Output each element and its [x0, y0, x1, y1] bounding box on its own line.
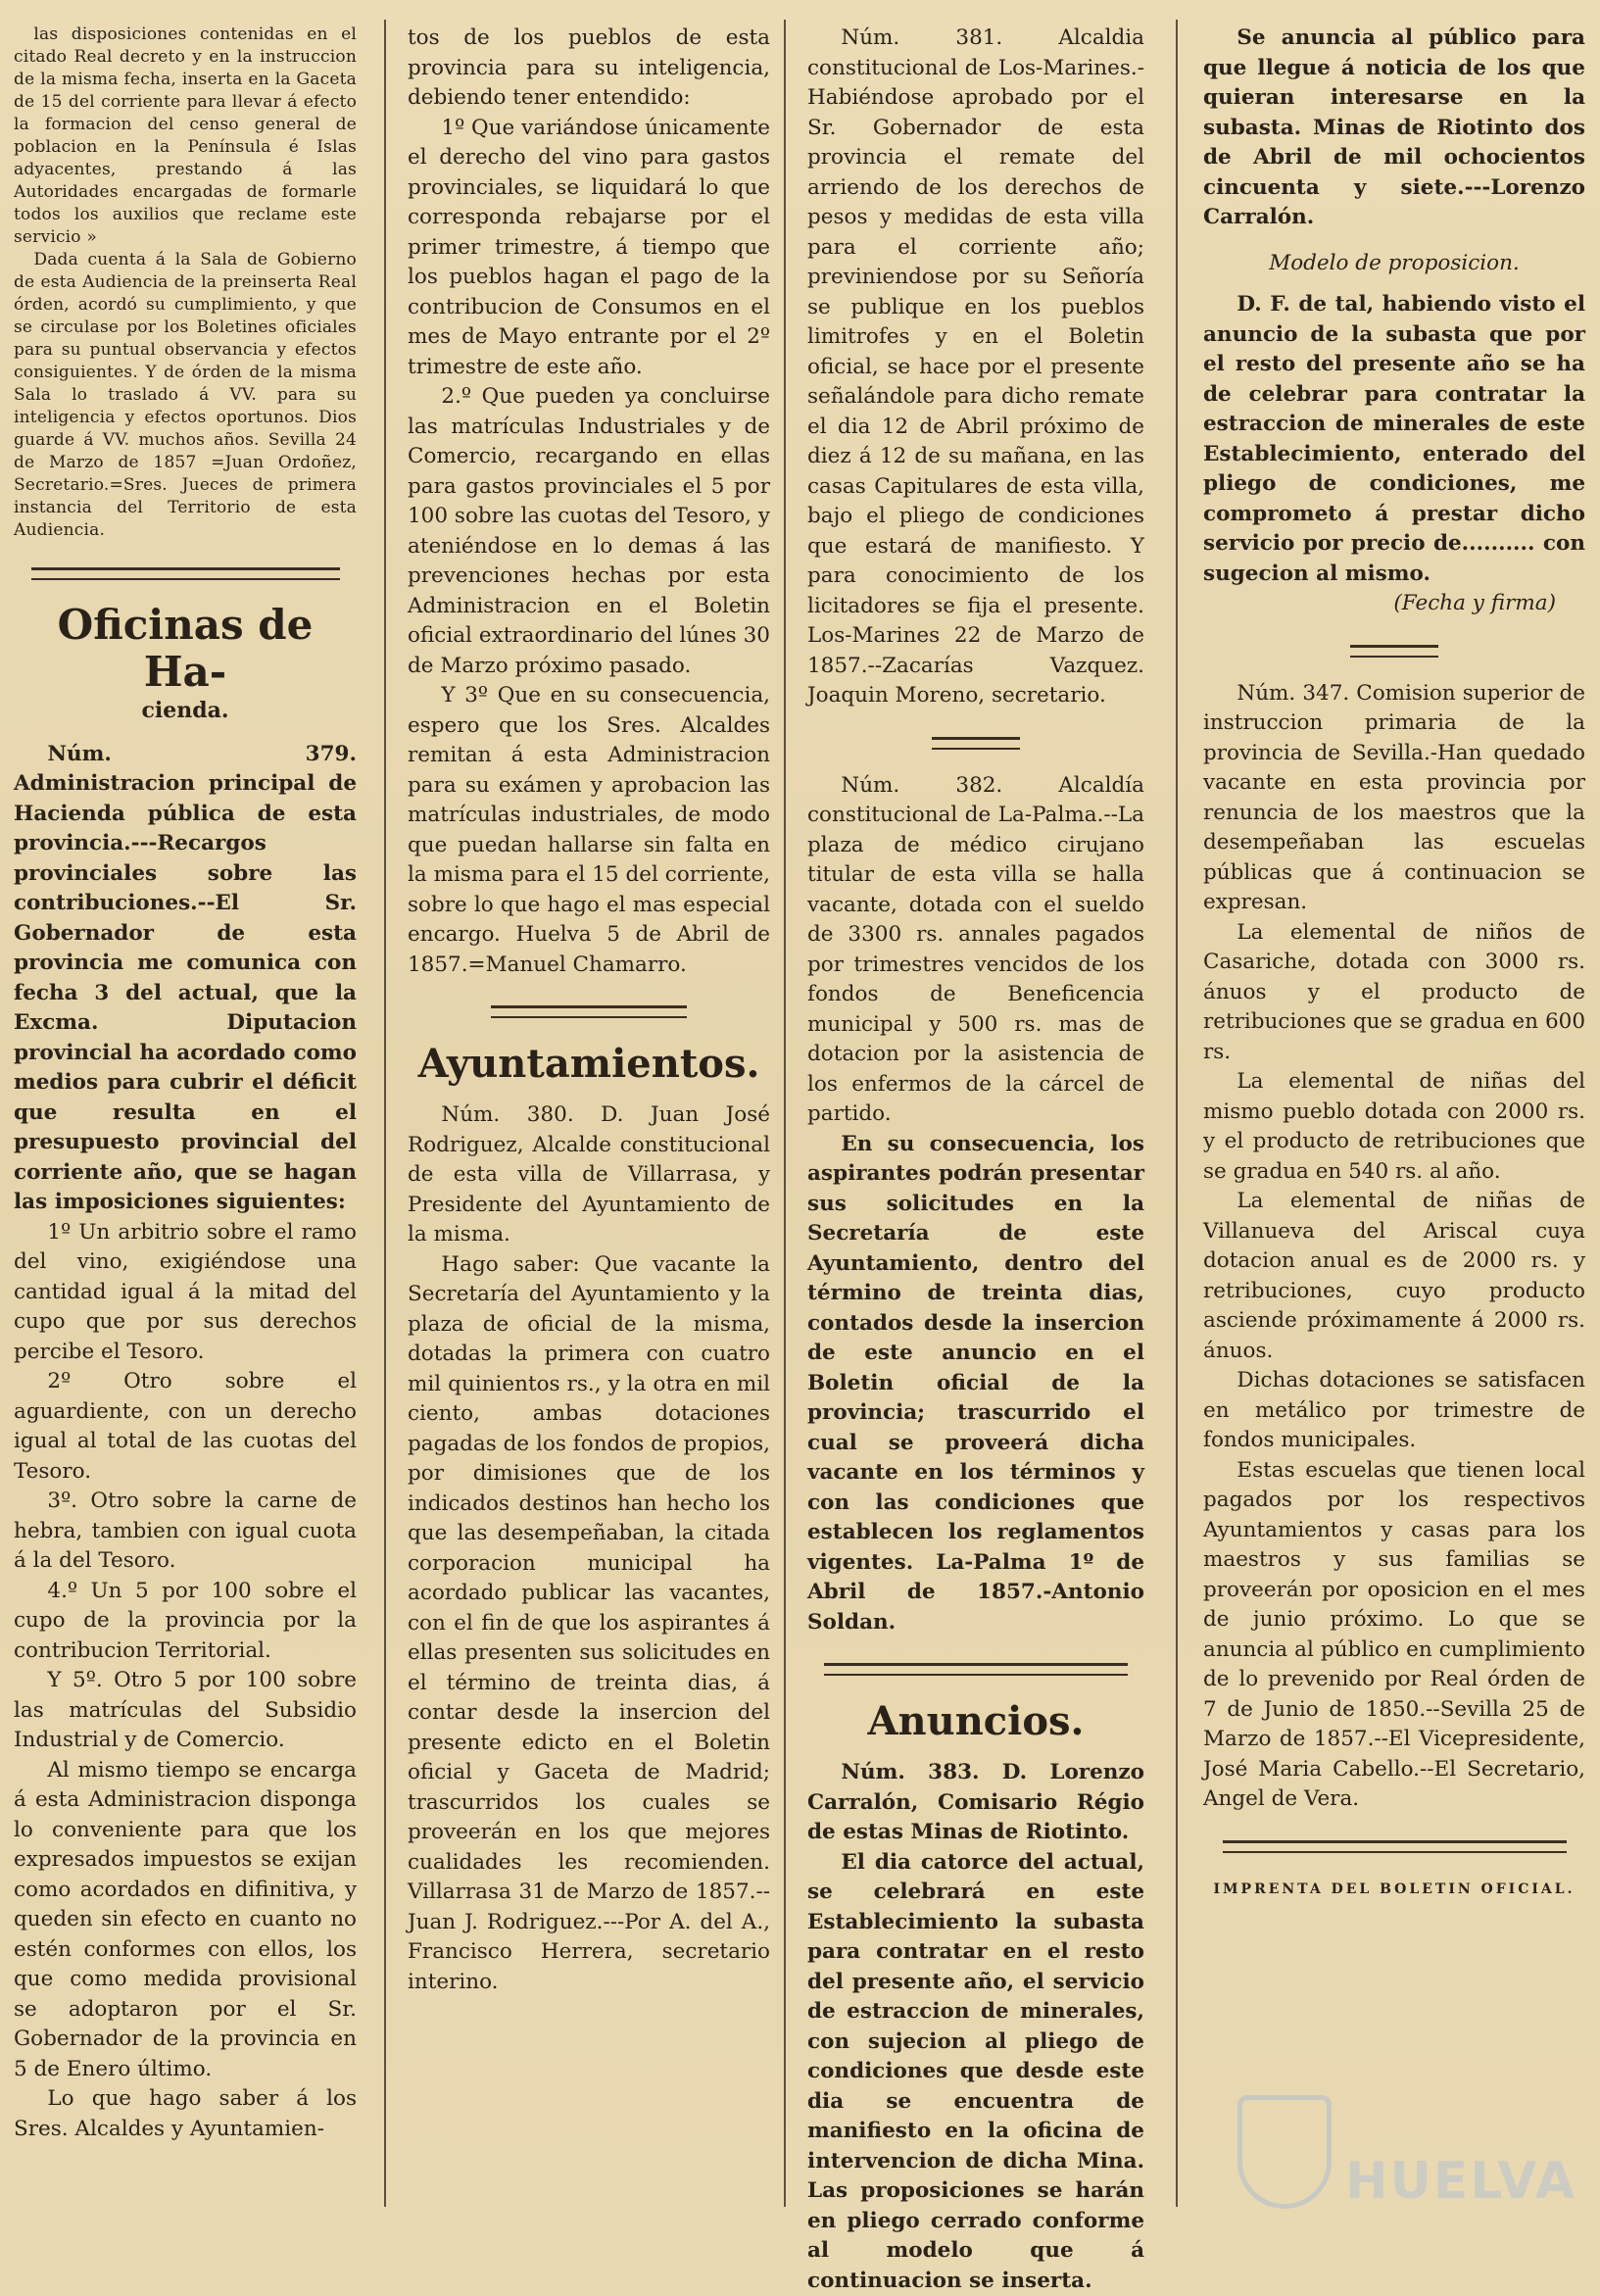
section-heading-hacienda-sub: cienda.	[14, 696, 357, 726]
watermark-logo	[1237, 2095, 1561, 2213]
paragraph: 1º Que variándose únicamente el derecho del vino para gastos provinciales, se liquidará lo que corresponda rebajarse por el primer trimestre, á tiempo que los pueblos hagan el pago de la contribucion de Consumos en el mes de Mayo entrante por el 2º trimestre de este año.	[408, 114, 770, 383]
column-4	[1203, 24, 1585, 2207]
column-rule	[784, 20, 786, 2207]
paragraph: 2º Otro sobre el aguardiente, con un derecho igual al total de las cuotas del Tesoro.	[14, 1367, 357, 1487]
paragraph: Dichas dotaciones se satisfacen en metálico por trimestre de fondos municipales.	[1203, 1366, 1585, 1456]
paragraph: Hago saber: Que vacante la Secretaría del Ayuntamiento y la plaza de oficial de la misma, dotadas la primera con cuatro mil quinientos rs., y la otra en mil ciento, ambas dotaciones pagadas de los fondos de propios, por dimisiones que de los indicados destinos han hecho los que las desempeñaban, la citada corporacion municipal ha acordado publicar las vacantes, con el fin de que los aspirantes á ellas presenten sus solicitudes en el término de treinta dias, á contar desde la insercion del presente edicto en el Boletin oficial y Gaceta de Madrid; trascurridos los cuales se proveerán en los que mejores cualidades les recomienden. Villarrasa 31 de Marzo de 1857.--Juan J. Rodriguez.---Por A. del A., Francisco Herrera, secretario interino.	[408, 1250, 770, 1998]
column-3	[807, 24, 1144, 2207]
paragraph: Y 3º Que en su consecuencia, espero que los Sres. Alcaldes remitan á esta Administracion para su exámen y aprobacion las matrículas industriales, de modo que puedan hallarse sin falta en la misma para el 15 del corriente, sobre lo que hago el mas especial encargo. Huelva 5 de Abril de 1857.=Manuel Chamarro.	[408, 681, 770, 980]
section-heading-anuncios: Anuncios.	[807, 1697, 1144, 1746]
paragraph: 3º. Otro sobre la carne de hebra, tambien con igual cuota á la del Tesoro.	[14, 1487, 357, 1577]
column-1	[14, 24, 357, 2207]
section-separator	[1223, 1840, 1567, 1853]
column-rule	[1176, 20, 1178, 2207]
shield-icon	[1237, 2095, 1332, 2209]
section-heading-hacienda: Oficinas de Ha-	[14, 602, 357, 696]
section-separator	[491, 1005, 687, 1018]
watermark-text: HUELVA	[1345, 2152, 1576, 2211]
paragraph: Núm. 379. Administracion principal de Hacienda pública de esta provincia.---Recargos provinciales sobre las contribuciones.--El Sr. Gobernador de esta provincia me comunica con fecha 3 del actual, que la Excma. Diputacion provincial ha acordado como medios para cubrir el déficit que resulta en el presupuesto provincial del corriente año, que se hagan las imposiciones siguientes:	[14, 740, 357, 1218]
section-separator	[932, 737, 1020, 750]
paragraph: Se anuncia al público para que llegue á noticia de los que quieran interesarse en la subasta. Minas de Riotinto dos de Abril de mil ochocientos cincuenta y siete.---Lorenzo Carralón.	[1203, 24, 1585, 233]
audiencia-notice	[14, 24, 357, 542]
imprint: IMPRENTA DEL BOLETIN OFICIAL.	[1203, 1875, 1585, 1905]
model-signature: (Fecha y firma)	[1203, 589, 1556, 619]
column-2	[408, 24, 770, 2207]
paragraph: Y 5º. Otro 5 por 100 sobre las matrículas del Subsidio Industrial y de Comercio.	[14, 1666, 357, 1756]
paragraph: Núm. 380. D. Juan José Rodriguez, Alcalde constitucional de esta villa de Villarrasa, y Presidente del Ayuntamiento de la misma.	[408, 1100, 770, 1250]
model-text: D. F. de tal, habiendo visto el anuncio de la subasta que por el resto del presente año se ha de celebrar para contratar la estraccion de minerales de este Establecimiento, enterado del pliego de condiciones, me comprometo á prestar dicho servicio por precio de.......... con sugecion al mismo.	[1203, 290, 1585, 589]
section-separator	[31, 567, 340, 580]
paragraph: Núm. 383. D. Lorenzo Carralón, Comisario Régio de estas Minas de Riotinto.	[807, 1758, 1144, 1848]
paragraph: Dada cuenta á la Sala de Gobierno de esta Audiencia de la preinserta Real órden, acordó su cumplimiento, y que se circulase por los Boletines oficiales para su puntual observancia y efectos consiguientes. Y de órden de la misma Sala lo traslado á VV. para su inteligencia y efectos oportunos. Dios guarde á VV. muchos años. Sevilla 24 de Marzo de 1857 =Juan Ordoñez, Secretario.=Sres. Jueces de primera instancia del Territorio de esta Audiencia.	[14, 249, 357, 542]
paragraph: 2.º Que pueden ya concluirse las matrículas Industriales y de Comercio, recargando en ellas para gastos provinciales el 5 por 100 sobre las cuotas del Tesoro, y ateniéndose en lo demas á las prevenciones hechas por esta Administracion en el Boletin oficial extraordinario del lúnes 30 de Marzo próximo pasado.	[408, 382, 770, 681]
paragraph: tos de los pueblos de esta provincia para su inteligencia, debiendo tener entendido:	[408, 24, 770, 114]
paragraph: las disposiciones contenidas en el citado Real decreto y en la instruccion de la misma fecha, inserta en la Gaceta de 15 del corriente para llevar á efecto la formacion del censo general de poblacion en la Península é Islas adyacentes, prestando á las Autoridades encargadas de formarle todos los auxilios que reclame este servicio »	[14, 24, 357, 249]
paragraph: La elemental de niñas de Villanueva del Ariscal cuya dotacion anual es de 2000 rs. y retribuciones, cuyo producto asciende próximamente á 2000 rs. ánuos.	[1203, 1187, 1585, 1366]
paragraph: Al mismo tiempo se encarga á esta Administracion disponga lo conveniente para que los expresados impuestos se exijan como acordados en difinitiva, y queden sin efecto en cuanto no estén conformes con ellos, los que como medida provisional se adoptaron por el Sr. Gobernador de la provincia en 5 de Enero último.	[14, 1756, 357, 2085]
paragraph: El dia catorce del actual, se celebrará en este Establecimiento la subasta para contratar en el resto del presente año, el servicio de estraccion de minerales, con sujecion al pliego de condiciones que desde este dia se encuentra de manifiesto en la oficina de intervencion de dicha Mina. Las proposiciones se harán en pliego cerrado conforme al modelo que á continuacion se inserta.	[807, 1848, 1144, 2296]
paragraph: En su consecuencia, los aspirantes podrán presentar sus solicitudes en la Secretaría de este Ayuntamiento, dentro del término de treinta dias, contados desde la insercion de este anuncio en el Boletin oficial de la provincia; trascurrido el cual se proveerá dicha vacante en los términos y con las condiciones que establecen los reglamentos vigentes. La-Palma 1º de Abril de 1857.-Antonio Soldan.	[807, 1130, 1144, 1638]
paragraph: Núm. 381. Alcaldia constitucional de Los-Marines.-Habiéndose aprobado por el Sr. Gobernador de esta provincia el remate del arriendo de los derechos de pesos y medidas de esta villa para el corriente año; previniendose por su Señoría se publique en los pueblos limitrofes y en el Boletin oficial, se hace por el presente señalándole para dicho remate el dia 12 de Abril próximo de diez á 12 de su mañana, en las casas Capitulares de esta villa, bajo el pliego de condiciones que estará de manifiesto. Y para conocimiento de los licitadores se fija el presente. Los-Marines 22 de Marzo de 1857.--Zacarías Vazquez. Joaquin Moreno, secretario.	[807, 24, 1144, 711]
paragraph: Núm. 382. Alcaldía constitucional de La-Palma.--La plaza de médico cirujano titular de esta villa se halla vacante, dotada con el sueldo de 3300 rs. annales pagados por trimestres vencidos de los fondos de Beneficencia municipal y 500 rs. mas de dotacion por la asistencia de los enfermos de la cárcel de partido.	[807, 771, 1144, 1130]
paragraph: Lo que hago saber á los Sres. Alcaldes y Ayuntamien-	[14, 2084, 357, 2144]
section-separator	[1350, 645, 1438, 658]
paragraph: La elemental de niños de Casariche, dotada con 3000 rs. ánuos y el producto de retribuciones que se gradua en 600 rs.	[1203, 918, 1585, 1068]
paragraph: Núm. 347. Comision superior de instruccion primaria de la provincia de Sevilla.-Han quedado vacante en esta provincia por renuncia de los maestros que la desempeñaban las escuelas públicas que á continuacion se expresan.	[1203, 679, 1585, 918]
paragraph: 4.º Un 5 por 100 sobre el cupo de la provincia por la contribucion Territorial.	[14, 1577, 357, 1667]
section-heading-ayuntamientos: Ayuntamientos.	[408, 1040, 770, 1089]
column-rule	[384, 20, 386, 2207]
paragraph: 1º Un arbitrio sobre el ramo del vino, exigiéndose una cantidad igual á la mitad del cupo que por sus derechos percibe el Tesoro.	[14, 1218, 357, 1368]
paragraph: Estas escuelas que tienen local pagados por los respectivos Ayuntamientos y casas para los maestros y sus familias se proveerán por oposicion en el mes de junio próximo. Lo que se anuncia al público en cumplimiento de lo prevenido por Real órden de 7 de Junio de 1850.--Sevilla 25 de Marzo de 1857.--El Vicepresidente, José Maria Cabello.--El Secretario, Angel de Vera.	[1203, 1456, 1585, 1815]
paragraph: La elemental de niñas del mismo pueblo dotada con 2000 rs. y el producto de retribuciones que se gradua en 540 rs. al año.	[1203, 1067, 1585, 1187]
model-title: Modelo de proposicion.	[1203, 249, 1585, 279]
section-separator	[824, 1663, 1128, 1676]
